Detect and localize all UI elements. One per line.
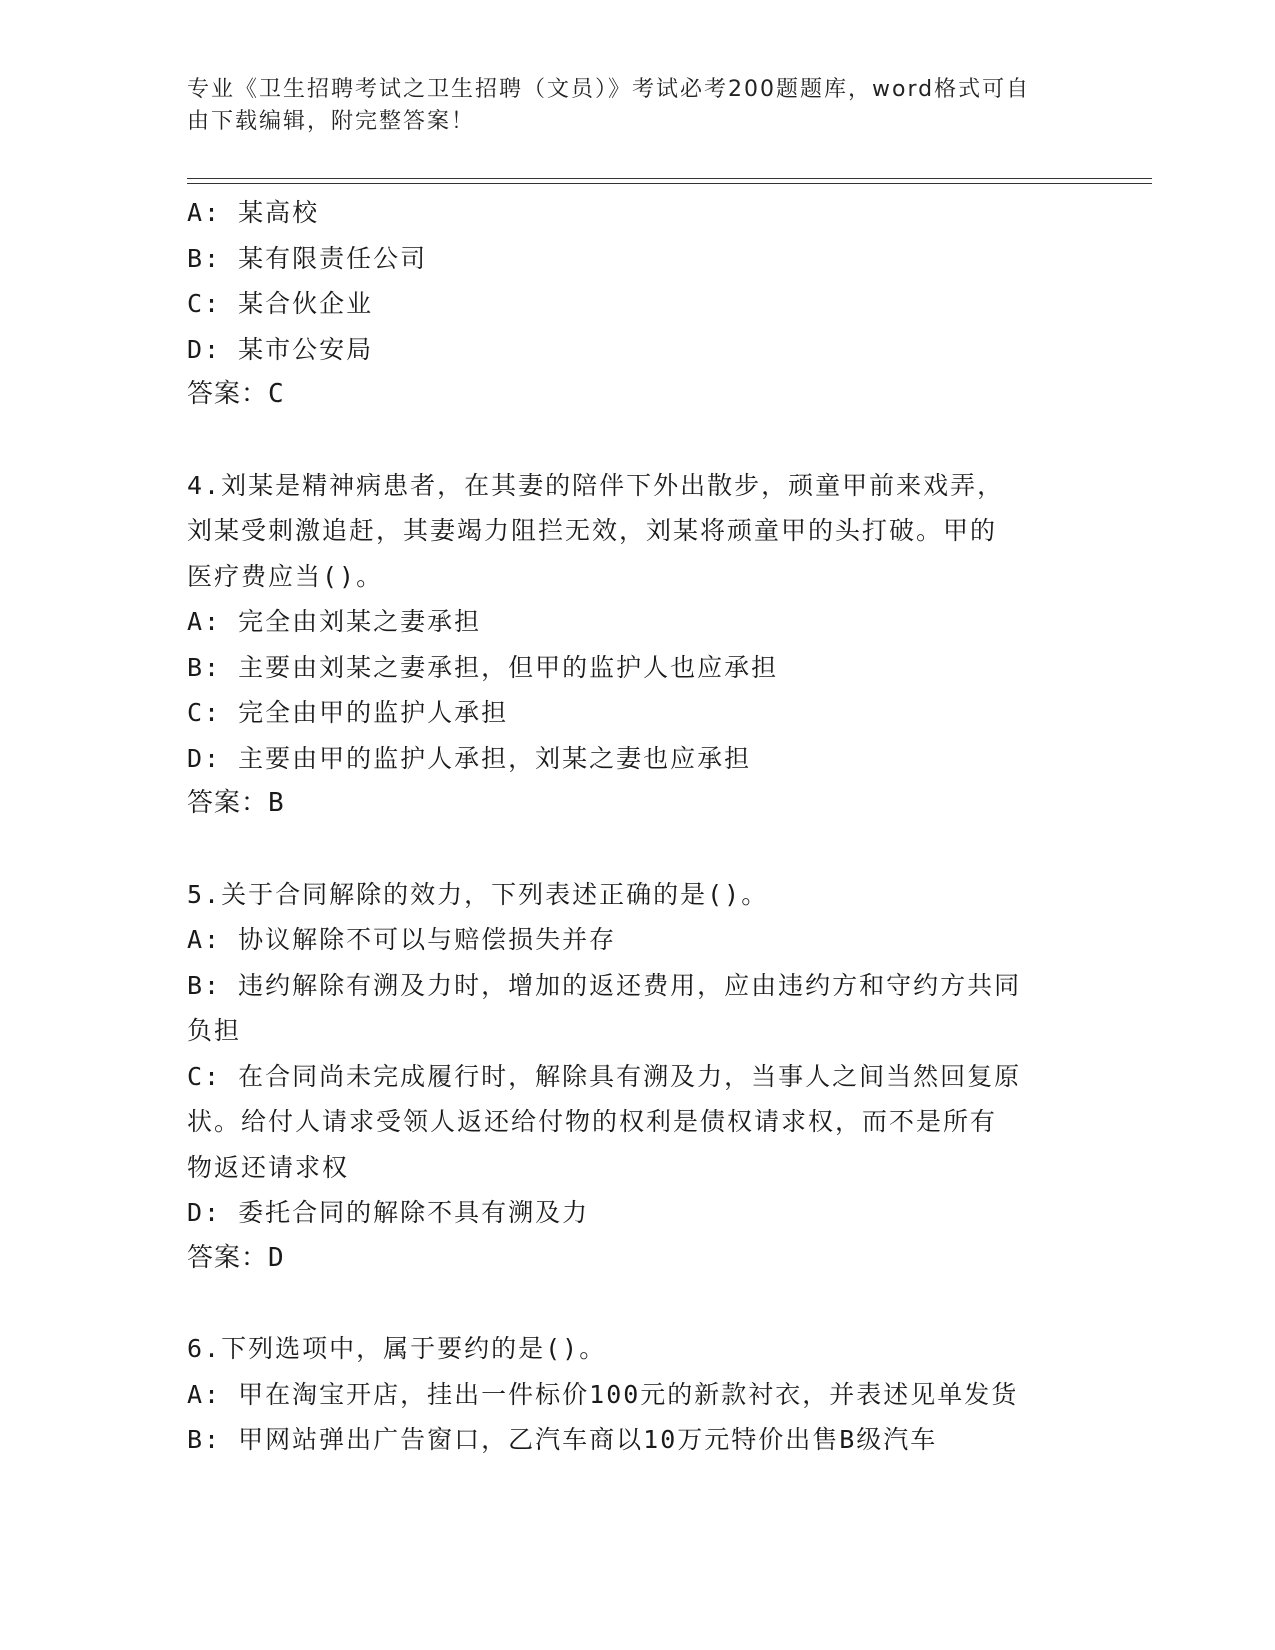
question-5-option-b-line-2: 负担 (187, 1016, 242, 1045)
question-list (187, 190, 1087, 1463)
question-3-option-c: C: 某合伙企业 (187, 289, 374, 318)
header-title-line-1: 专业《卫生招聘考试之卫生招聘（文员）》考试必考200题题库，word格式可自 (187, 77, 1031, 102)
question-4-stem-line-2: 刘某受刺激追赶，其妻竭力阻拦无效，刘某将顽童甲的头打破。甲的 (187, 516, 998, 545)
question-5-option-d: D: 委托合同的解除不具有溯及力 (187, 1198, 590, 1227)
spacer (187, 827, 1087, 872)
question-4-stem-line-1: 4.刘某是精神病患者，在其妻的陪伴下外出散步，顽童甲前来戏弄， (187, 470, 1005, 500)
question-5-option-c-line-2: 状。给付人请求受领人返还给付物的权利是债权请求权，而不是所有 (187, 1107, 998, 1136)
header-divider-top (187, 178, 1152, 179)
spacer (187, 1281, 1087, 1326)
header-divider-bottom (187, 183, 1152, 184)
question-3-option-a: A: 某高校 (187, 198, 320, 227)
question-3 (187, 190, 1087, 418)
question-5-answer (187, 1236, 1087, 1282)
question-4-option-d: D: 主要由甲的监护人承担，刘某之妻也应承担 (187, 743, 752, 773)
answer-value: B (268, 788, 287, 818)
question-5-option-c-line-3: 物返还请求权 (187, 1152, 350, 1182)
answer-value: D (268, 1242, 287, 1273)
question-4-stem-line-3: 医疗费应当()。 (187, 561, 384, 591)
answer-label: 答案： (187, 1242, 269, 1273)
question-6 (187, 1326, 1087, 1463)
question-4-option-b: B: 主要由刘某之妻承担，但甲的监护人也应承担 (187, 652, 779, 682)
question-5-stem-line-1: 5.关于合同解除的效力，下列表述正确的是()。 (187, 879, 769, 909)
question-4-option-a: A: 完全由刘某之妻承担 (187, 607, 482, 636)
question-5-option-b-line-1: B: 违约解除有溯及力时，增加的返还费用，应由违约方和守约方共同 (187, 970, 1022, 1000)
document-header (187, 74, 1067, 138)
spacer (187, 418, 1087, 463)
question-3-option-b: B: 某有限责任公司 (187, 243, 428, 273)
answer-label: 答案： (187, 788, 269, 818)
answer-label: 答案： (187, 379, 269, 409)
question-3-answer (187, 372, 1087, 418)
header-title-line-2: 由下载编辑，附完整答案！ (187, 109, 476, 134)
question-3-option-d: D: 某市公安局 (187, 334, 374, 364)
question-5-option-c-line-1: C: 在合同尚未完成履行时，解除具有溯及力，当事人之间当然回复原 (187, 1061, 1022, 1091)
answer-value: C (268, 379, 287, 409)
question-6-option-a: A: 甲在淘宝开店，挂出一件标价100元的新款衬衣，并表述见单发货 (187, 1379, 1019, 1409)
question-4 (187, 463, 1087, 827)
question-4-answer (187, 781, 1087, 827)
question-6-option-b: B: 甲网站弹出广告窗口，乙汽车商以10万元特价出售B级汽车 (187, 1425, 938, 1454)
question-5 (187, 872, 1087, 1282)
question-6-stem-line-1: 6.下列选项中，属于要约的是()。 (187, 1334, 607, 1363)
question-4-option-c: C: 完全由甲的监护人承担 (187, 698, 509, 727)
question-5-option-a: A: 协议解除不可以与赔偿损失并存 (187, 925, 617, 954)
